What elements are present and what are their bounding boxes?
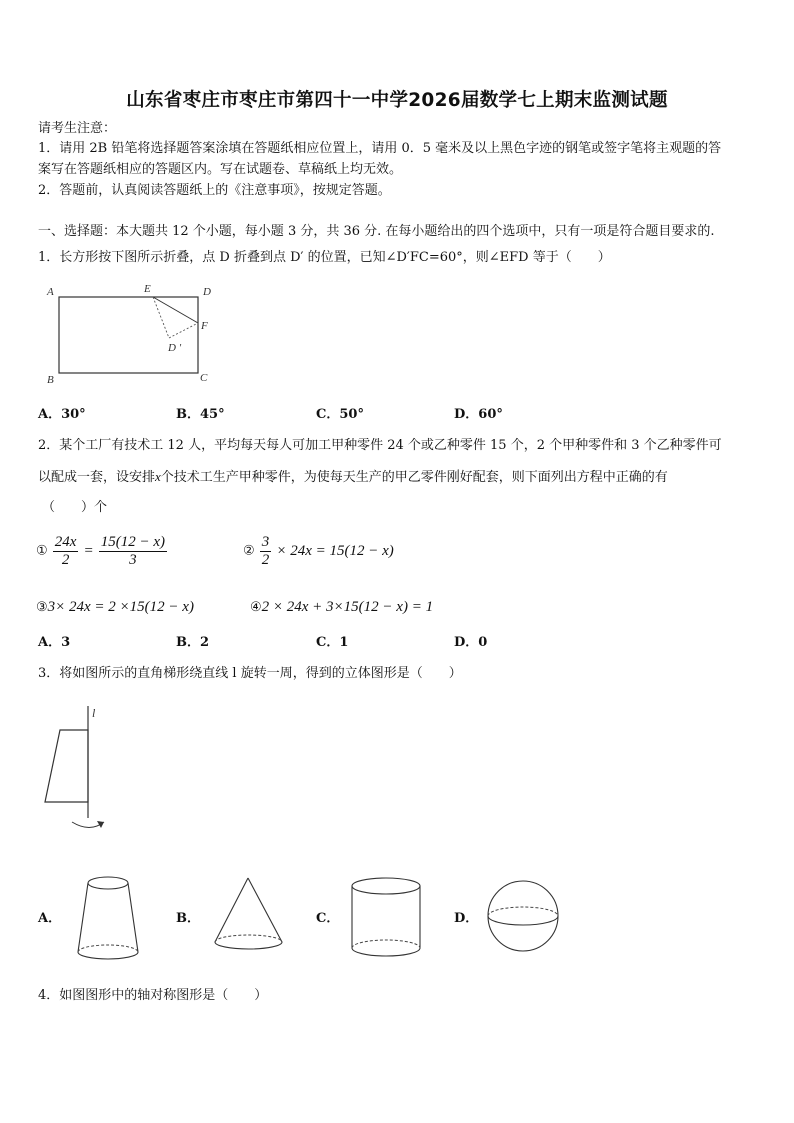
question-2-line-1: 2．某个工厂有技术工 12 人，平均每天每人可加工甲种零件 24 个或乙种零件 15 个，2 个甲种零件和 3 个乙种零件可 (38, 438, 722, 453)
page-title: 山东省枣庄市枣庄市第四十一中学2026届数学七上期末监测试题 (126, 90, 668, 111)
section-heading: 一、选择题：本大题共 12 个小题，每小题 3 分，共 36 分. 在每小题给出的四个选项中，只有一项是符合题目要求的. (38, 224, 715, 239)
q1-label-a: A (47, 286, 54, 298)
q1-label-b: B (47, 374, 54, 386)
q1-label-f: F (201, 320, 208, 332)
q1-option-d: D．60° (454, 407, 503, 422)
equation-1-equals: = (83, 543, 94, 559)
q3-axis-label: l (92, 706, 96, 720)
q3-option-b: B． (176, 911, 200, 926)
notice-item-1-line-2: 案写在答题纸相应的答题区内。写在试题卷、草稿纸上均无效。 (38, 162, 403, 177)
q3-option-d-sphere (484, 878, 564, 958)
equation-2-mark: ② (243, 543, 255, 559)
equation-4-expression: 2 × 24x + 3×15(12 − x) = 1 (261, 599, 434, 615)
q3-option-b-cone (210, 874, 290, 954)
question-2-variable: x (155, 469, 161, 484)
equation-1-left-fraction (53, 534, 79, 569)
q1-label-e: E (144, 283, 151, 295)
equation-1-right-denominator: 3 (129, 552, 137, 568)
q3-option-a: A． (38, 911, 62, 926)
equation-1 (36, 534, 167, 569)
equation-1-mark: ① (36, 543, 48, 559)
q1-option-a: A．30° (38, 407, 86, 422)
notice-heading: 请考生注意： (38, 121, 117, 136)
equation-3 (36, 596, 194, 616)
notice-item-1-line-1: 1．请用 2B 铅笔将选择题答案涂填在答题纸相应位置上，请用 0．5 毫米及以上黑色字迹的钢笔或签字笔将主观题的答 (38, 141, 722, 156)
question-1-stem: 1．长方形按下图所示折叠，点 D 折叠到点 D′ 的位置，已知∠D′FC=60°，则∠EFD 等于（ ） (38, 250, 611, 265)
equation-1-right-numerator: 15(12 − x) (100, 534, 166, 550)
equation-1-left-numerator: 24x (54, 534, 77, 550)
equation-3-expression: 3× 24x = 2 ×15(12 − x) (47, 599, 194, 615)
question-2-line-2 (38, 469, 668, 486)
q2-option-a: A．3 (38, 635, 71, 650)
question-3-stem: 3．将如图所示的直角梯形绕直线 l 旋转一周，得到的立体图形是（ ） (38, 666, 462, 681)
question-4-stem: 4．如图图形中的轴对称图形是（ ） (38, 988, 268, 1003)
q1-option-c: C．50° (316, 407, 364, 422)
equation-2 (243, 534, 394, 569)
equation-2-numerator: 3 (261, 534, 270, 550)
notice-item-2: 2．答题前，认真阅读答题纸上的《注意事项》，按规定答题。 (38, 183, 391, 198)
q3-option-d: D． (454, 911, 479, 926)
equation-2-rest: × 24x = 15(12 − x) (276, 543, 394, 559)
question-2-line-3: （ ）个 (42, 500, 108, 515)
q2-option-d: D．0 (454, 635, 488, 650)
q1-option-b: B．45° (176, 407, 225, 422)
equation-2-fraction (260, 534, 272, 569)
q1-rectangle-figure (40, 280, 230, 390)
equation-1-right-fraction (99, 534, 167, 569)
q3-option-c: C． (316, 911, 340, 926)
q3-option-a-frustum (72, 872, 148, 964)
q2-option-c: C．1 (316, 635, 349, 650)
question-2-line-2-b: 个技术工生产甲种零件，为使每天生产的甲乙零件刚好配套，则下面列出方程中正确的有 (160, 470, 668, 485)
q3-option-c-cylinder (348, 874, 428, 964)
q1-label-d-prime: D ′ (168, 342, 182, 354)
q2-option-b: B．2 (176, 635, 210, 650)
q1-label-c: C (200, 372, 208, 384)
q1-label-d: D (203, 286, 211, 298)
equation-1-left-denominator: 2 (61, 552, 70, 568)
q3-trapezoid-figure (38, 700, 128, 840)
equation-4 (250, 596, 433, 616)
equation-2-denominator: 2 (261, 552, 270, 568)
question-2-line-2-a: 以配成一套，设安排 (38, 470, 156, 485)
equation-4-mark: ④ (250, 600, 262, 615)
equation-3-mark: ③ (36, 600, 48, 615)
